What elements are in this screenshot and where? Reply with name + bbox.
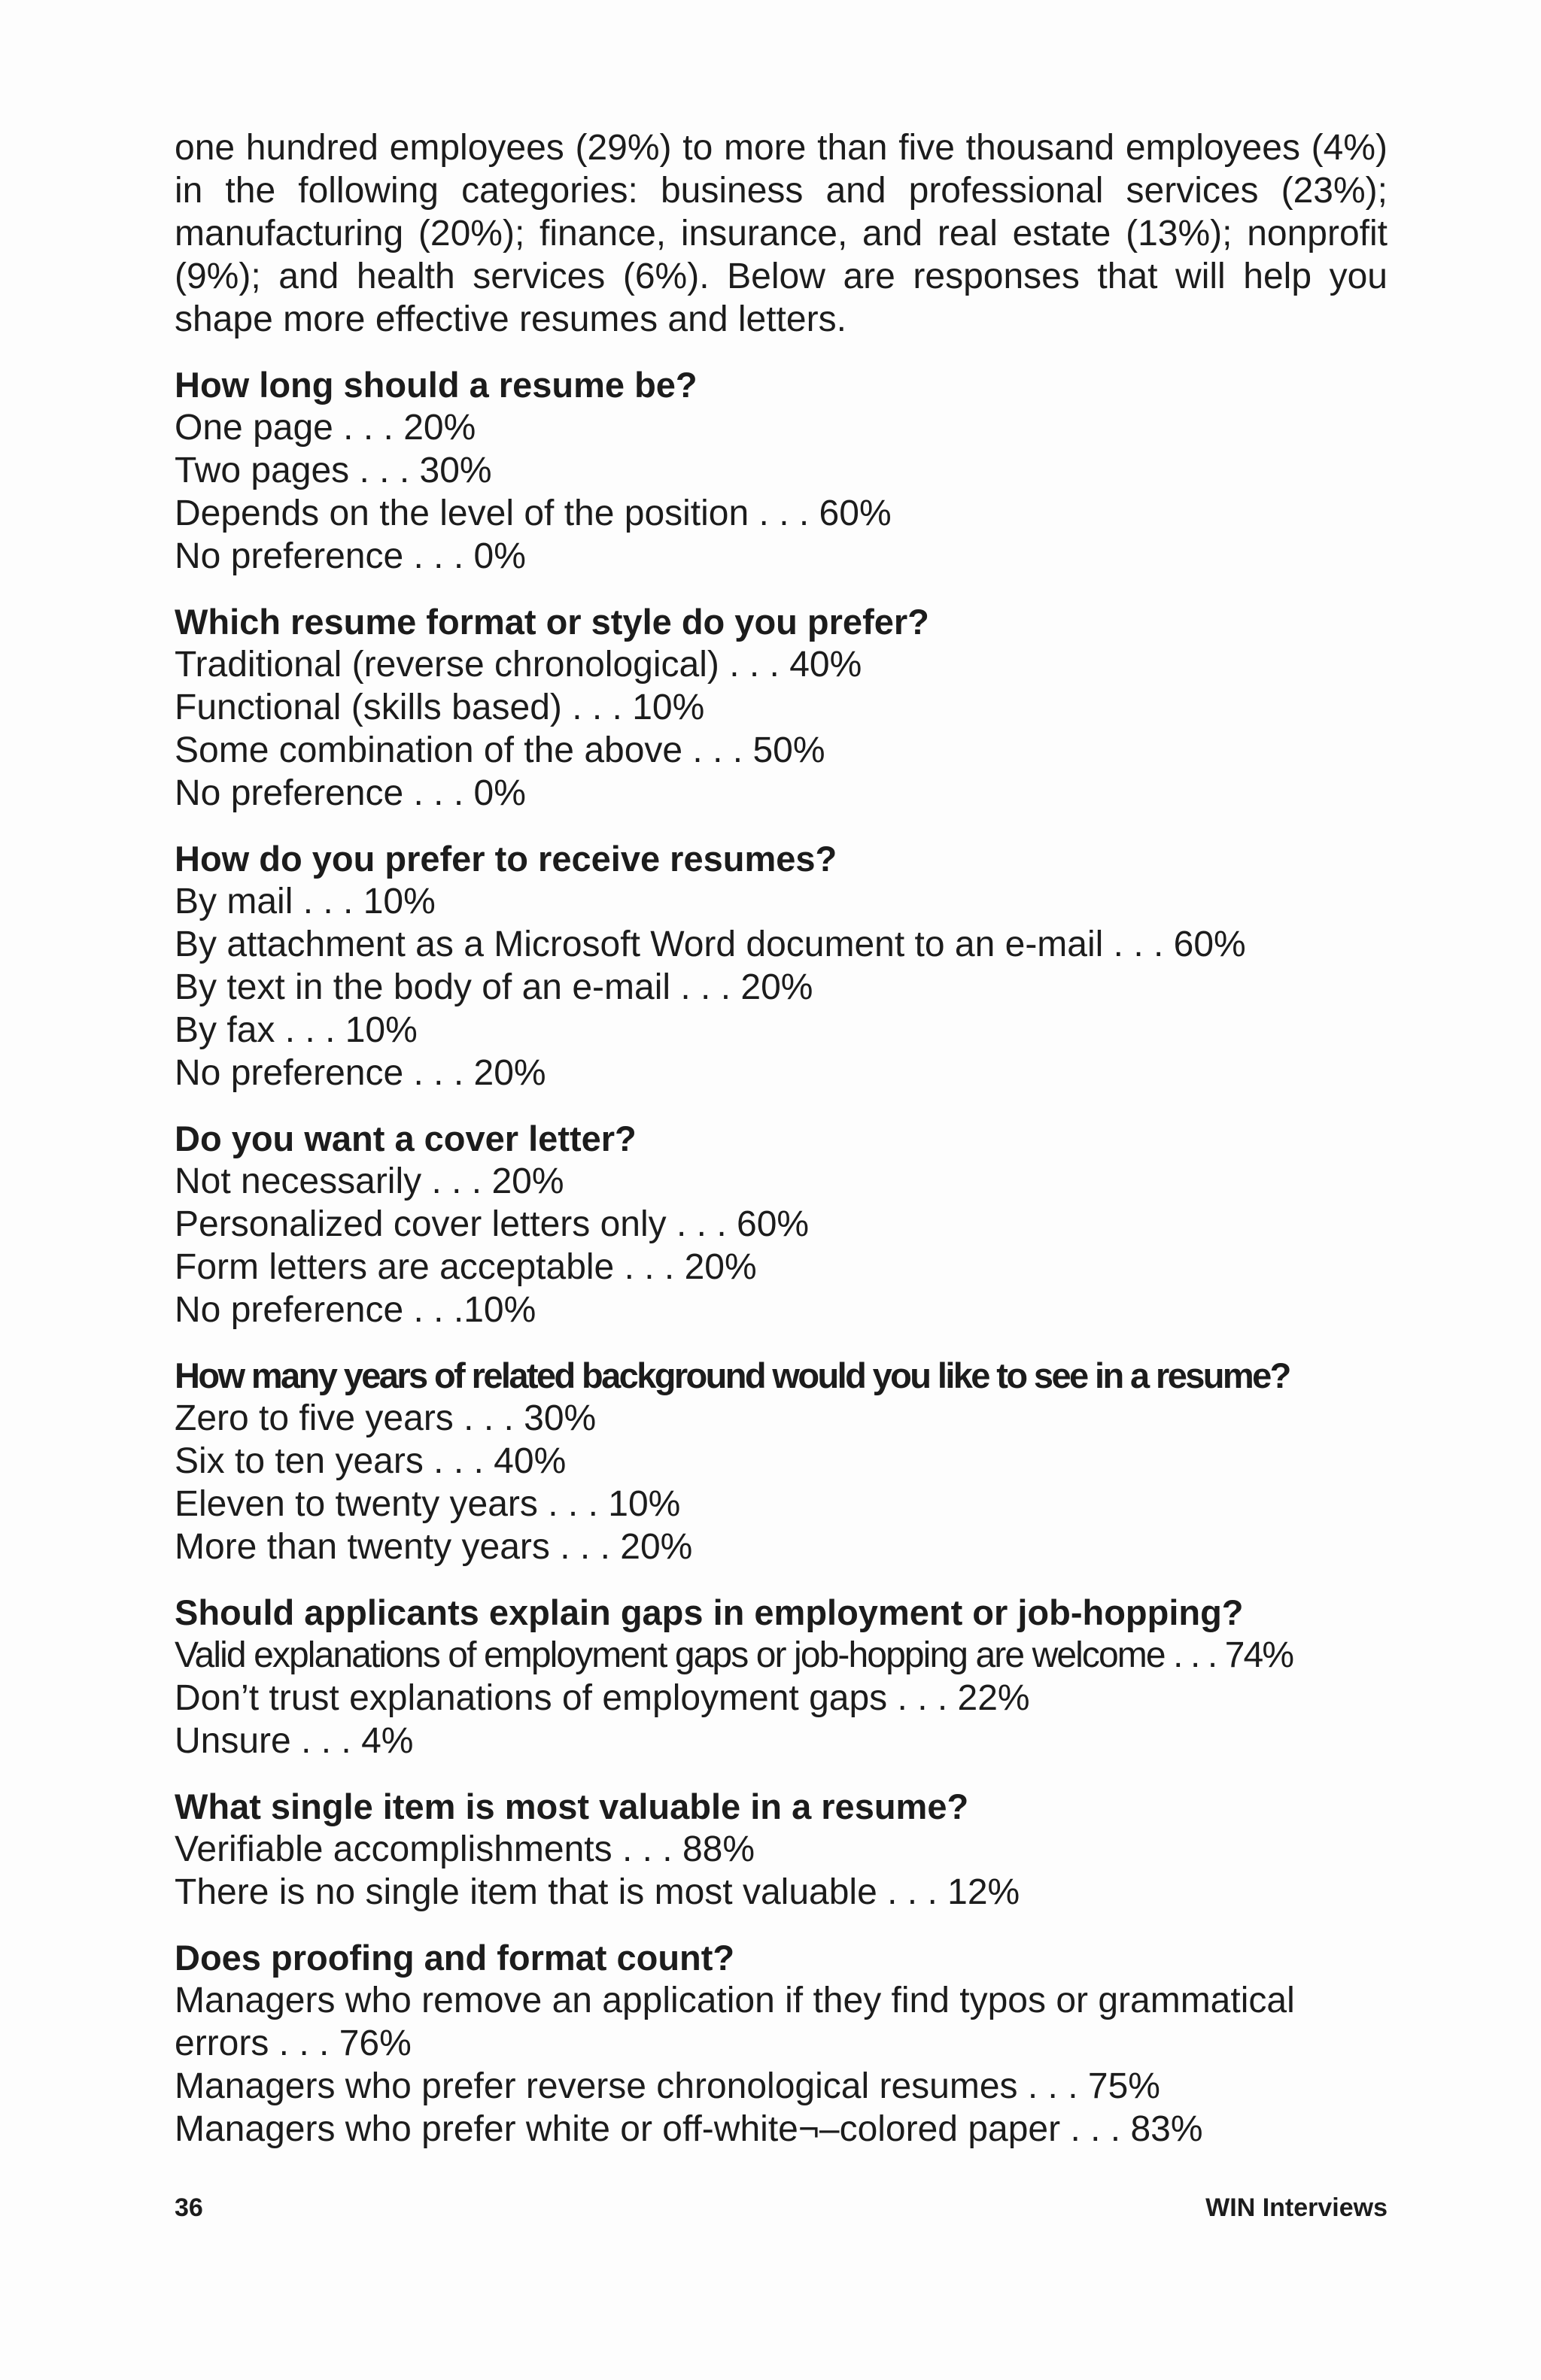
answer-line: Depends on the level of the position . . . 60%: [175, 493, 892, 533]
qa-years-background: [175, 1354, 1388, 1568]
answer-line: Zero to five years . . . 30%: [175, 1398, 597, 1438]
answer-line: Two pages . . . 30%: [175, 451, 492, 490]
answer-line: There is no single item that is most valuable . . . 12%: [175, 1872, 1020, 1912]
answer-line: No preference . . . 0%: [175, 536, 526, 576]
question-heading: How many years of related background would you like to see in a resume?: [175, 1355, 1290, 1395]
question-heading: How do you prefer to receive resumes?: [175, 839, 837, 879]
question-heading: Which resume format or style do you prefer?: [175, 602, 929, 642]
answer-line: By attachment as a Microsoft Word document to an e-mail . . . 60%: [175, 924, 1246, 964]
answer-line: By fax . . . 10%: [175, 1010, 418, 1050]
answer-line: Managers who prefer white or off-white¬–colored paper . . . 83%: [175, 2109, 1203, 2149]
answer-line: Traditional (reverse chronological) . . . 40%: [175, 645, 862, 685]
answer-line: Managers who prefer reverse chronological resumes . . . 75%: [175, 2066, 1160, 2106]
answer-line: Managers who remove an application if they find typos or grammatical errors . . . 76%: [175, 1981, 1295, 2063]
answer-line: Eleven to twenty years . . . 10%: [175, 1484, 681, 1524]
page-number: 36: [175, 2193, 203, 2222]
answer-line: No preference . . .10%: [175, 1290, 536, 1330]
answer-line: Unsure . . . 4%: [175, 1721, 414, 1761]
qa-employment-gaps: [175, 1591, 1388, 1762]
qa-cover-letter: [175, 1117, 1388, 1331]
question-heading: Do you want a cover letter?: [175, 1119, 637, 1158]
answer-line: No preference . . . 20%: [175, 1053, 546, 1093]
question-heading: Should applicants explain gaps in employment or job-hopping?: [175, 1592, 1244, 1632]
answer-line: Personalized cover letters only . . . 60%: [175, 1204, 810, 1244]
answer-line: Verifiable accomplishments . . . 88%: [175, 1829, 755, 1869]
question-heading: How long should a resume be?: [175, 365, 698, 405]
answer-line: Form letters are acceptable . . . 20%: [175, 1247, 757, 1287]
answer-line: By text in the body of an e-mail . . . 20%: [175, 967, 813, 1007]
publication-title: WIN Interviews: [1205, 2193, 1388, 2222]
answer-line: More than twenty years . . . 20%: [175, 1527, 693, 1567]
answer-line: Six to ten years . . . 40%: [175, 1441, 567, 1481]
page-footer: [175, 2193, 1388, 2223]
qa-proofing-format: [175, 1936, 1388, 2151]
page-content: [175, 126, 1388, 2151]
qa-receive-resumes: [175, 837, 1388, 1094]
answer-line: Some combination of the above . . . 50%: [175, 730, 825, 770]
qa-resume-format: [175, 600, 1388, 815]
question-heading: Does proofing and format count?: [175, 1938, 735, 1978]
qa-resume-length: [175, 363, 1388, 578]
answer-line: No preference . . . 0%: [175, 773, 526, 813]
qa-most-valuable-item: [175, 1785, 1388, 1914]
question-heading: What single item is most valuable in a resume?: [175, 1787, 969, 1826]
answer-line: Not necessarily . . . 20%: [175, 1161, 564, 1201]
answer-line: Functional (skills based) . . . 10%: [175, 688, 705, 727]
answer-line: Don’t trust explanations of employment gaps . . . 22%: [175, 1678, 1030, 1718]
answer-line: One page . . . 20%: [175, 408, 476, 448]
intro-paragraph: one hundred employees (29%) to more than five thousand employees (4%) in the following categories: business and professional services (23%); manufacturing (20%); finance, insurance, and real estate (13%); nonprofit (9%); and health services (6%). Below are responses that will help you shape more effective resumes and letters.: [175, 128, 1388, 339]
answer-line: Valid explanations of employment gaps or job-hopping are welcome . . . 74%: [175, 1635, 1293, 1675]
answer-line: By mail . . . 10%: [175, 882, 436, 921]
